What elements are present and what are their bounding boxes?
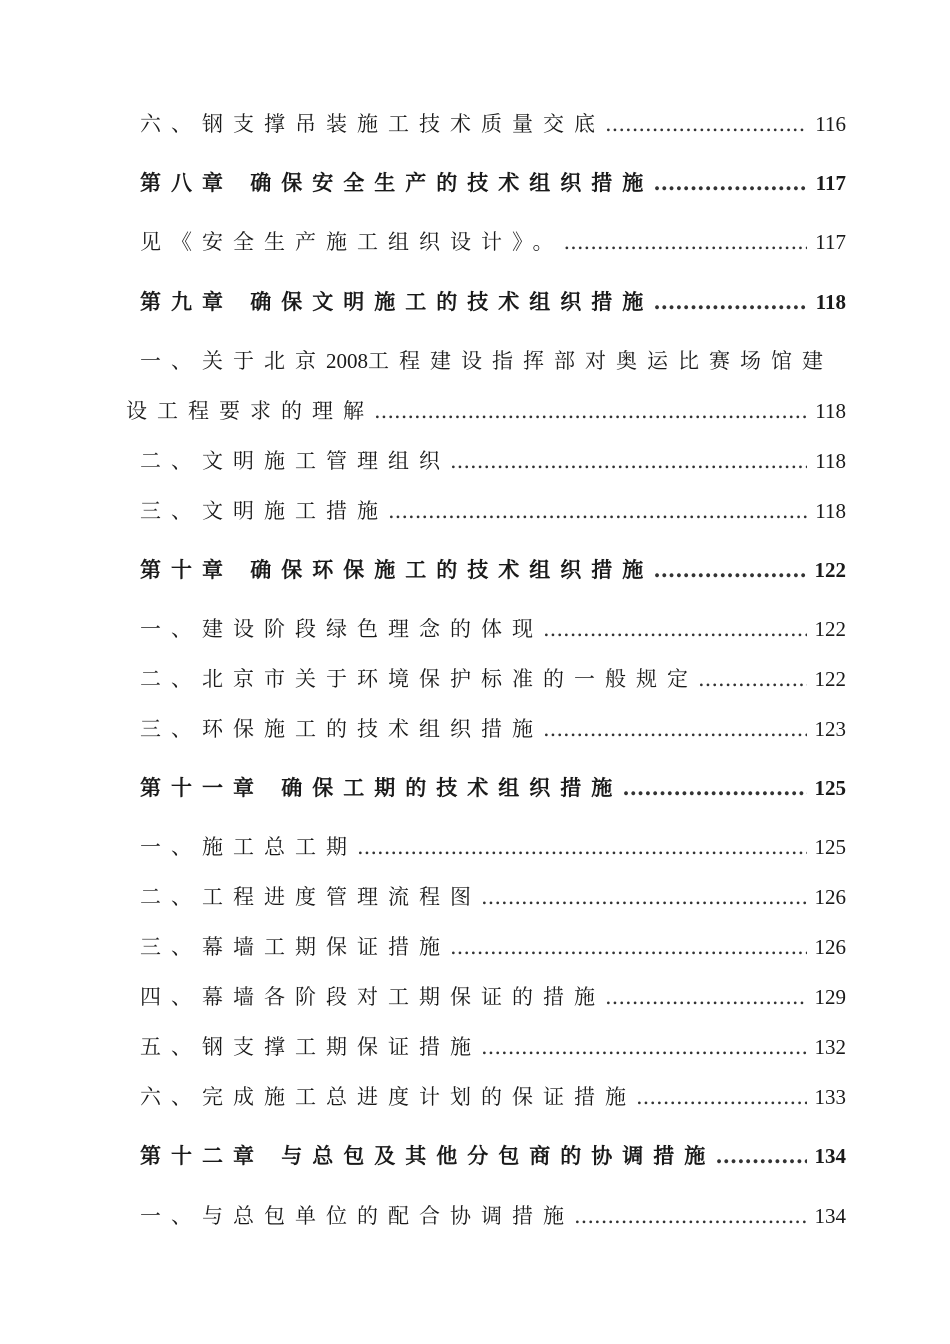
toc-chapter-entry[interactable]	[140, 556, 846, 584]
dot-leader	[564, 228, 808, 256]
toc-chapter-entry[interactable]	[140, 774, 846, 802]
toc-entry-label: 见《安全生产施工组织设计》。	[140, 230, 564, 254]
toc-entry[interactable]	[140, 228, 846, 256]
toc-page-number: 116	[815, 112, 846, 136]
toc-page-number: 134	[814, 1204, 846, 1228]
toc-entry[interactable]	[140, 833, 846, 861]
toc-page-number: 123	[814, 717, 846, 741]
toc-entry[interactable]	[140, 110, 846, 138]
toc-page-number: 118	[815, 449, 846, 473]
toc-entry[interactable]	[140, 715, 846, 743]
dot-leader	[374, 397, 807, 425]
dot-leader	[481, 883, 807, 911]
toc-entry-label: 三、环保施工的技术组织措施	[140, 717, 543, 741]
toc-entry[interactable]	[140, 983, 846, 1011]
toc-entry-label: 一、与总包单位的配合协调措施	[140, 1204, 574, 1228]
toc-entry-label: 六、完成施工总进度计划的保证措施	[140, 1085, 636, 1109]
dot-leader	[605, 983, 807, 1011]
toc-page-number: 125	[814, 835, 846, 859]
toc-entry-continuation[interactable]	[126, 397, 846, 425]
toc-entry-label: 一、建设阶段绿色理念的体现	[140, 617, 543, 641]
toc-page-number: 117	[815, 230, 846, 254]
toc-entry[interactable]	[140, 1083, 846, 1111]
toc-entry-first-line[interactable]	[140, 347, 850, 375]
toc-page-number: 122	[814, 617, 846, 641]
toc-entry-label: 第十一章 确保工期的技术组织措施	[140, 775, 623, 800]
dot-leader	[574, 1202, 807, 1230]
dot-leader	[653, 169, 807, 197]
toc-entry-label: 一、关于北京	[140, 349, 326, 373]
toc-entry-label: 二、工程进度管理流程图	[140, 885, 481, 909]
dot-leader	[698, 665, 807, 693]
toc-entry[interactable]	[140, 1033, 846, 1061]
toc-page-number: 129	[814, 985, 846, 1009]
dot-leader	[622, 774, 806, 802]
toc-chapter-entry[interactable]	[140, 288, 846, 316]
toc-entry[interactable]	[140, 883, 846, 911]
toc-entry[interactable]	[140, 497, 846, 525]
toc-entry-label: 二、北京市关于环境保护标准的一般规定	[140, 667, 698, 691]
toc-entry-label: 六、钢支撑吊装施工技术质量交底	[140, 112, 605, 136]
toc-entry[interactable]	[140, 933, 846, 961]
toc-entry-label: 二、文明施工管理组织	[140, 449, 450, 473]
toc-page-number: 133	[814, 1085, 846, 1109]
toc-page-number: 132	[814, 1035, 846, 1059]
dot-leader	[388, 497, 807, 525]
toc-entry-label: 第九章 确保文明施工的技术组织措施	[140, 289, 654, 314]
toc-chapter-entry[interactable]	[140, 169, 846, 197]
toc-entry-year: 2008	[326, 349, 368, 373]
toc-page-number: 122	[814, 667, 846, 691]
dot-leader	[653, 556, 806, 584]
toc-page-number: 122	[814, 558, 846, 582]
toc-chapter-entry[interactable]	[140, 1142, 846, 1170]
toc-entry-label: 设工程要求的理解	[126, 399, 374, 423]
toc-entry-label: 第八章 确保安全生产的技术组织措施	[140, 170, 654, 195]
toc-entry-label: 四、幕墙各阶段对工期保证的措施	[140, 985, 605, 1009]
dot-leader	[605, 110, 807, 138]
toc-entry[interactable]	[140, 1202, 846, 1230]
dot-leader	[543, 715, 807, 743]
toc-page-number: 134	[814, 1144, 846, 1168]
dot-leader	[357, 833, 807, 861]
toc-entry[interactable]	[140, 447, 846, 475]
toc-entry-label: 一、施工总工期	[140, 835, 357, 859]
toc-page-number: 126	[814, 935, 846, 959]
dot-leader	[543, 615, 807, 643]
dot-leader	[450, 933, 807, 961]
dot-leader	[715, 1142, 806, 1170]
toc-entry-label: 三、文明施工措施	[140, 499, 388, 523]
toc-page-number: 125	[814, 776, 846, 800]
toc-entry-label: 五、钢支撑工期保证措施	[140, 1035, 481, 1059]
toc-entry-label: 三、幕墙工期保证措施	[140, 935, 450, 959]
toc-entry-label: 工程建设指挥部对奥运比赛场馆建	[368, 349, 833, 373]
toc-entry[interactable]	[140, 615, 846, 643]
toc-page-number: 117	[815, 171, 846, 195]
dot-leader	[636, 1083, 807, 1111]
dot-leader	[481, 1033, 807, 1061]
toc-page-number: 118	[815, 399, 846, 423]
toc-page-number: 118	[815, 290, 846, 314]
dot-leader	[450, 447, 807, 475]
toc-page-number: 118	[815, 499, 846, 523]
toc-entry-label: 第十二章 与总包及其他分包商的协调措施	[140, 1143, 716, 1168]
toc-entry-label: 第十章 确保环保施工的技术组织措施	[140, 557, 654, 582]
dot-leader	[653, 288, 807, 316]
toc-page-number: 126	[814, 885, 846, 909]
toc-entry[interactable]	[140, 665, 846, 693]
